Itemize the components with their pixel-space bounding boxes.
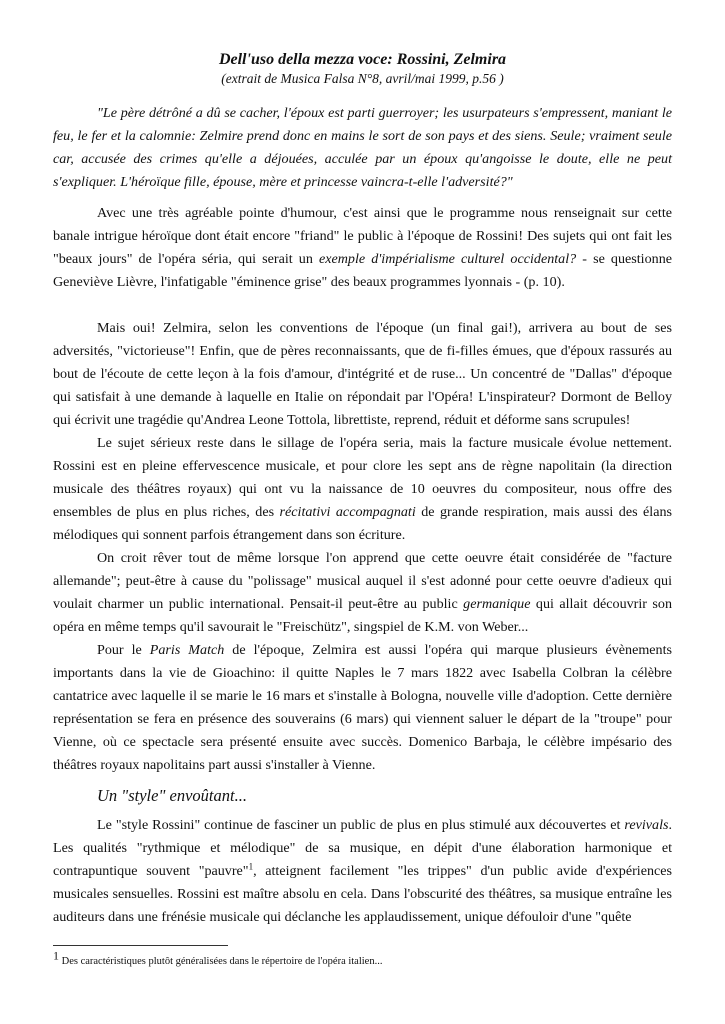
paragraph-3: Le sujet sérieux reste dans le sillage de l'opéra seria, mais la facture musicale évolue nettement. Rossini est en pleine effervescence musicale, et pour clore les sept ans de règne napolitain (la direction musicale des théâtres royaux) qui ont vu la naissance de 10 oeuvres du compositeur, nous offre des ensembles de plus en plus riches, des récitativi accompagnati de grande respiration, mais aussi des élans mélodiques qui sonnent parfois étrangement dans son écriture. (53, 435, 673, 543)
opening-quote: "Le père détrôné a dû se cacher, l'époux est parti guerroyer; les usurpateurs s'empressent, maniant le feu, le fer et la calomnie: Zelmire prend donc en mains le sort de son pays et des siens. Seule; vraiment seule car, accusée des crimes qu'elle a déjouées, acculée par un époux qu'angoisse le doute, elle ne peut s'expliquer. L'héroïque fille, épouse, mère et princesse vaincra-t-elle l'adversité?" (53, 105, 672, 190)
spacer (53, 294, 672, 317)
section-heading: Un "style" envoûtant... (97, 786, 247, 805)
document-subtitle: (extrait de Musica Falsa N°8, avril/mai 1999, p.56 ) (221, 71, 504, 86)
footnote-divider (53, 945, 228, 946)
document-body (53, 50, 672, 929)
document-title: Dell'uso della mezza voce: Rossini, Zelmira (218, 51, 507, 68)
footnote-ref: 1 (248, 861, 254, 872)
spacer (53, 194, 672, 202)
footnote: 1 Des caractéristiques plutôt généralisées dans le répertoire de l'opéra italien... (53, 948, 383, 967)
paragraph-2: Mais oui! Zelmira, selon les conventions de l'époque (un final gai!), arrivera au bout de ses adversités, "victorieuse"! Enfin, que de pères reconnaissants, que de fi-filles émues, que d'époux rassurés au bout de l'écoute de cette leçon à la fois d'amour, d'intégrité et de ruse... Un concentré de "Dallas" d'époque qui satisfait à une demande à laquelle en Italie on répondait par l'Opéra! L'inspirateur? Dormont de Belloy qui écrivit une tragédie qu'Andrea Leone Tottola, librettiste, reprend, réduit et déforme sans scrupules! (53, 320, 672, 428)
paragraph-4: On croit rêver tout de même lorsque l'on apprend que cette oeuvre était considérée de "facture allemande"; peut-être à cause du "polissage" musical auquel il s'est adonné pour cette oeuvre d'adieux qui voulait charmer un public international. Pensait-il peut-être au public germanique qui allait découvrir son opéra en même temps qu'il savourait le "Freischütz", singspiel de K.M. von Weber... (53, 550, 672, 635)
paragraph-6: Le "style Rossini" continue de fasciner un public de plus en plus stimulé aux découvertes et revivals. Les qualités "rythmique et mélodique" de sa musique, en dépit d'une élaboration harmonique et contrapuntique souvent "pauvre"$^1$, atteignent facilement "les trippes" d'un public avide d'expériences musicales sensuelles. Rossini est maître absolu en cela. Dans l'obscurité des théâtres, sa musique entraîne les auditeurs dans une frénésie musicale qui déclanche les applaudissement, unique défouloir d'une "quête (53, 817, 672, 925)
paragraph-5: Pour le Paris Match de l'époque, Zelmira est aussi l'opéra qui marque plusieurs évènements importants dans la vie de Gioachino: il quitte Naples le 7 mars 1822 avec Isabella Colbran la célèbre cantatrice avec laquelle il se marie le 16 mars et s'installe à Bologna, nouvelle ville d'adoption. Cette dernière représentation se fera en présence des souverains (6 mars) qui viennent saluer le départ de la "troupe" pour Vienne, où ce spectacle sera présenté ensuite avec succès. Domenico Barbaja, le célèbre impésario des théâtres royaux napolitains part aussi s'installer à Vienne. (53, 642, 672, 773)
paragraph-1: Avec une très agréable pointe d'humour, c'est ainsi que le programme nous renseignait sur cette banale intrigue héroïque dont était encore "friand" le public à l'époque de Rossini! Des sujets qui ont fait les "beaux jours" de l'opéra séria, qui serait un exemple d'impérialisme culturel occidental? - se questionne Geneviève Lièvre, l'infatigable "éminence grise" des beaux programmes lyonnais - (p. 10). (53, 205, 672, 290)
